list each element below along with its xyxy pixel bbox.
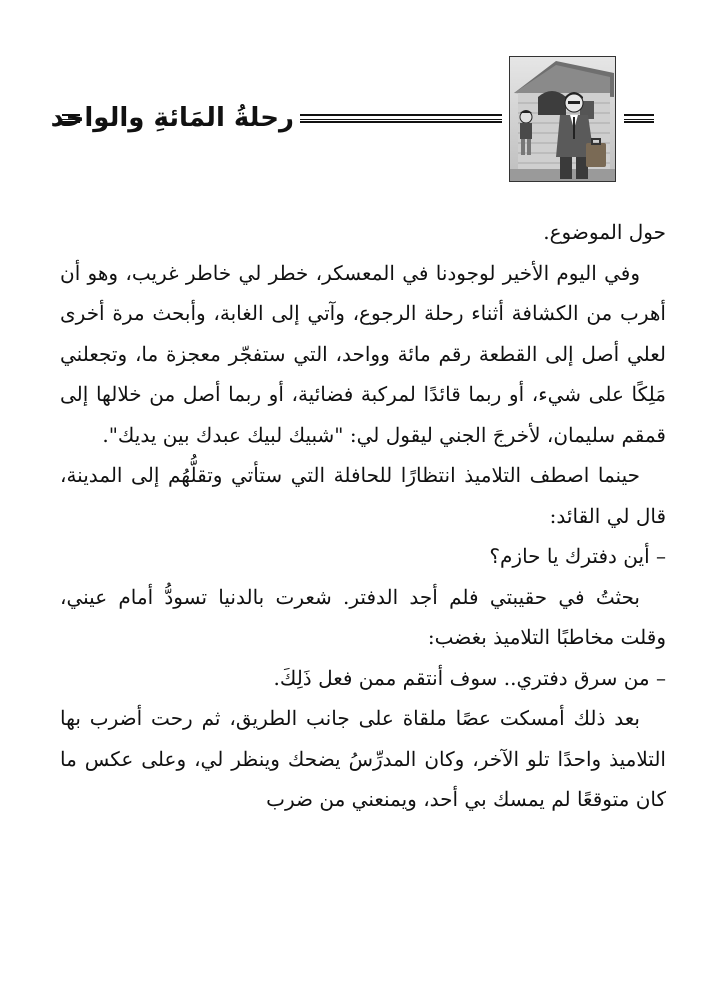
chapter-illustration [509,56,616,182]
body-paragraph: حول الموضوع. [543,220,666,244]
dialogue-line: – من سرق دفتري.. سوف أنتقم ممن فعل ذَلِكَ. [273,665,666,690]
body-paragraph: بعد ذلك أمسكت عصًا ملقاة على جانب الطريق، ثم رحت أضرب بها التلاميذ واحدًا تلو الآخر، وكان المدرِّسُ يضحك وينظر لي، وعلى عكس ما كان متوقعًا لم يمسك بي أحد، ويمنعني من ضرب [60,706,666,811]
center-decorative-rule [300,114,502,123]
body-paragraph: وفي اليوم الأخير لوجودنا في المعسكر، خطر لي خاطر غريب، وهو أن أهرب من الكشافة أثناء رحلة الرجوع، وآتي إلى الغابة، وأبحث مرة أخرى لعلي أصل إلى القطعة رقم مائة وواحد، التي ستفجّر معجزة ما، وتجعلني مَلِكًا على شيء، أو ربما قائدًا لمركبة فضائية، أو ربما أصل من خلالها إلى قمقم سليمان، لأخرجَ الجني ليقول لي: "شبيك لبيك عبدك بين يديك". [60,260,666,447]
body-paragraph: بحثتُ في حقيبتي فلم أجد الدفتر. شعرت بالدنيا تسودُّ أمام عيني، وقلت مخاطبًا التلاميذ بغضب: [60,584,666,649]
body-paragraph: حينما اصطف التلاميذ انتظارًا للحافلة التي ستأتي وتقلُّهُم إلى المدينة، قال لي القائد: [60,463,666,528]
chapter-title: رحلةُ المَائةِ والواحد [50,103,294,133]
right-decorative-rule [624,114,654,123]
chapter-header [0,0,720,190]
chapter-body [60,212,666,820]
dialogue-line: – أين دفترك يا حازم؟ [489,544,666,568]
man-with-child-image [510,57,616,182]
